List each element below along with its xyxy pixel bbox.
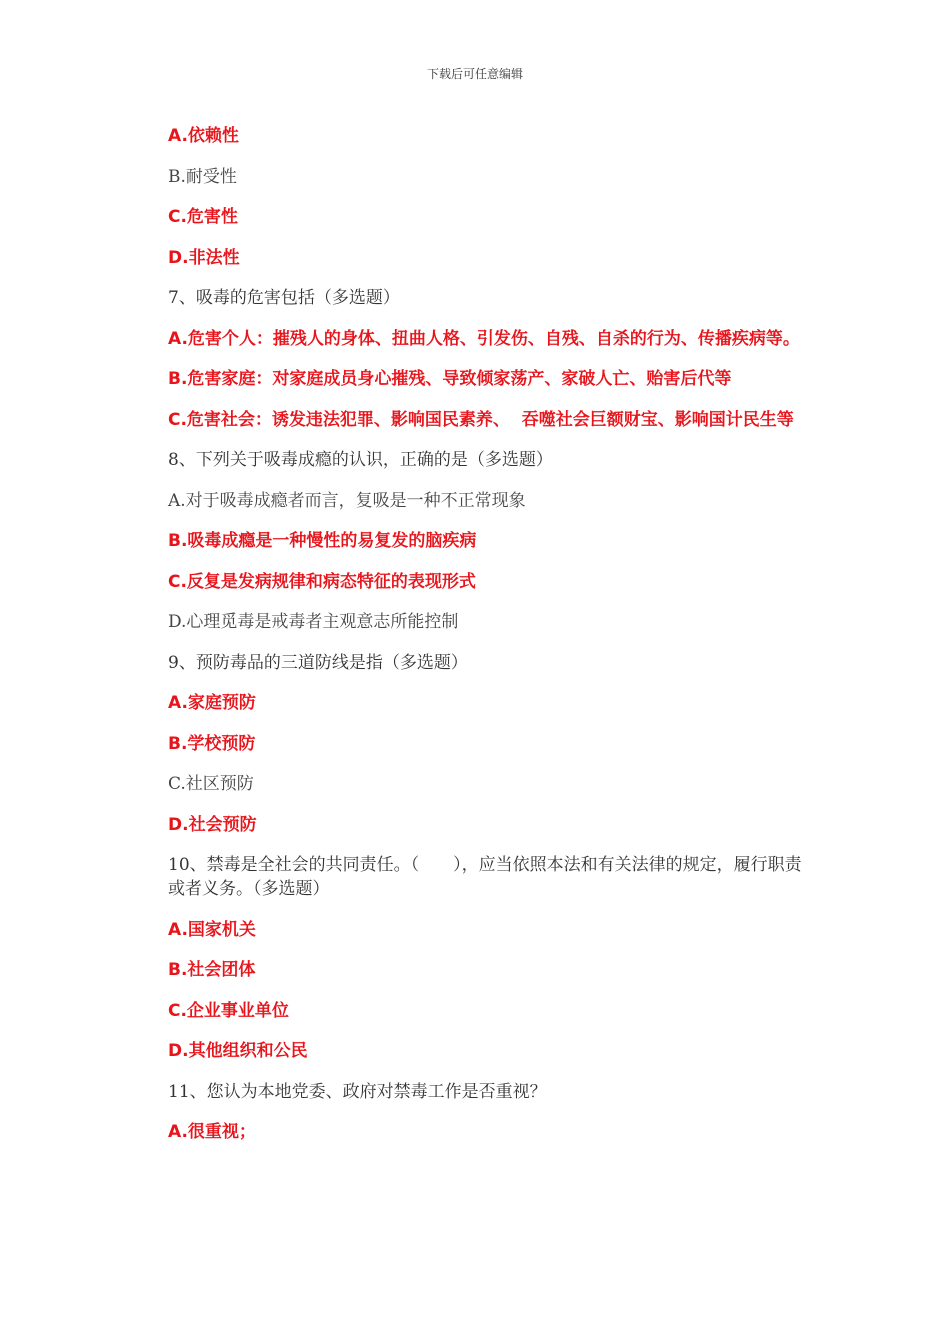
answer-option-highlighted: A.国家机关 xyxy=(168,919,256,940)
question-text: 7、吸毒的危害包括（多选题） xyxy=(168,288,400,308)
answer-option-highlighted: C.反复是发病规律和病态特征的表现形式 xyxy=(168,571,476,592)
answer-option-highlighted: A.危害个人：摧残人的身体、扭曲人格、引发伤、自残、自杀的行为、传播疾病等。 xyxy=(168,328,800,349)
answer-option-highlighted: B.学校预防 xyxy=(168,733,256,754)
document-body xyxy=(168,124,808,1161)
answer-option-highlighted: A.家庭预防 xyxy=(168,693,256,713)
answer-option-highlighted: A.依赖性 xyxy=(168,126,239,146)
question-text: 9、预防毒品的三道防线是指（多选题） xyxy=(168,652,468,673)
question-text: 10、禁毒是全社会的共同责任。（ ），应当依照本法和有关法律的规定，履行职责或者义务。（多选题） xyxy=(168,855,802,899)
answer-option: B.耐受性 xyxy=(168,166,237,187)
answer-option: A.对于吸毒成瘾者而言，复吸是一种不正常现象 xyxy=(168,490,526,511)
answer-option: D.心理觅毒是戒毒者主观意志所能控制 xyxy=(168,612,459,632)
answer-option: C.社区预防 xyxy=(168,774,254,794)
answer-option-highlighted: C.危害性 xyxy=(168,207,238,227)
question-text: 11、您认为本地党委、政府对禁毒工作是否重视？ xyxy=(168,1081,547,1102)
answer-option-highlighted: D.其他组织和公民 xyxy=(168,1041,308,1061)
answer-option-highlighted: D.非法性 xyxy=(168,247,240,268)
answer-option-highlighted: C.企业事业单位 xyxy=(168,1000,289,1021)
answer-option-highlighted: A.很重视； xyxy=(168,1122,256,1142)
question-text: 8、下列关于吸毒成瘾的认识，正确的是（多选题） xyxy=(168,450,553,470)
page-header: 下载后可任意编辑 xyxy=(426,67,523,81)
answer-option-highlighted: C.危害社会：诱发违法犯罪、影响国民素养、 吞噬社会巨额财宝、影响国计民生等 xyxy=(168,409,794,430)
answer-option-highlighted: D.社会预防 xyxy=(168,814,257,835)
answer-option-highlighted: B.危害家庭：对家庭成员身心摧残、导致倾家荡产、家破人亡、贻害后代等 xyxy=(168,369,732,389)
answer-option-highlighted: B.社会团体 xyxy=(168,960,256,980)
answer-option-highlighted: B.吸毒成瘾是一种慢性的易复发的脑疾病 xyxy=(168,531,477,551)
